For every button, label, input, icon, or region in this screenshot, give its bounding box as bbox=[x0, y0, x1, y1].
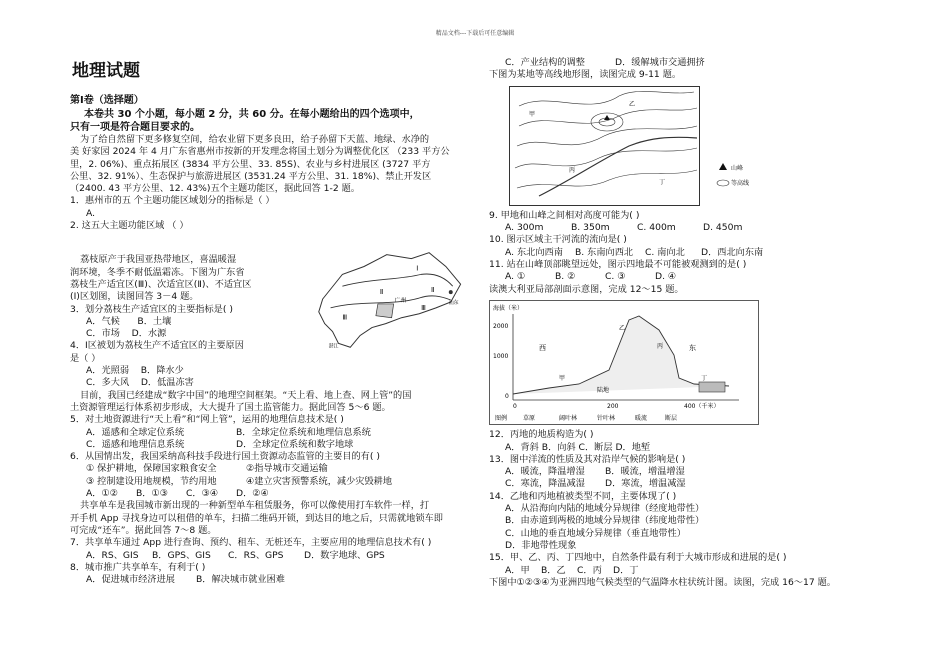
option: D．数字地球、GPS bbox=[304, 549, 385, 561]
city-label: 湛江 bbox=[328, 343, 338, 350]
question-15-options bbox=[489, 565, 889, 577]
option: A．暖流，降温增湿 bbox=[505, 466, 585, 478]
option: A. 300m bbox=[505, 222, 544, 234]
tick-label: 200 bbox=[607, 402, 619, 410]
question-5: 5．对土地资源进行“天上看”和“网上管”，运用的地理信息技术是( ) bbox=[70, 414, 344, 426]
question-4-options bbox=[70, 377, 470, 389]
question-6-statements bbox=[70, 463, 470, 475]
guangdong-litchi-map bbox=[303, 244, 470, 354]
section-heading: 第Ⅰ卷（选择题） bbox=[70, 95, 144, 106]
passage-line: 美 好家园 2024 年 4 月广东省惠州市按新的开发理念将国土划分为调整优化区 （233 平方公 bbox=[70, 146, 450, 158]
question-14: 14．乙地和丙地植被类型不同，主要体现了( ) bbox=[489, 490, 677, 502]
question-7-options bbox=[70, 550, 470, 562]
question-15: 15．甲、乙、丙、丁四地中，自然条件最有利于大城市形成和进展的是( ) bbox=[489, 552, 787, 564]
place-label: 乙 bbox=[629, 100, 636, 108]
option: A．遥感和全球定位系统 bbox=[86, 426, 185, 438]
option: D．缓解城市交通拥挤 bbox=[615, 57, 705, 68]
option: C．丙 bbox=[577, 564, 602, 576]
question-1-option: A. bbox=[86, 207, 96, 219]
question-12: 12．丙地的地质构造为( ) bbox=[489, 429, 594, 441]
question-3-options bbox=[70, 316, 297, 328]
zone-label: Ⅲ bbox=[341, 314, 347, 323]
legend-label: 图例 bbox=[495, 414, 508, 422]
passage-line: 下图中①②③④为亚洲四地气候类型的气温降水柱状统计图。读图，完成 16～17 题。 bbox=[489, 576, 836, 588]
place-label: 甲 bbox=[529, 110, 536, 118]
question-14-option: A．从沿海向内陆的地域分异规律（经度地带性） bbox=[505, 503, 705, 515]
zone-label: Ⅲ bbox=[420, 304, 426, 313]
australia-profile-diagram bbox=[489, 300, 759, 425]
passage-line: 荔枝生产适宜区(Ⅲ)、次适宜区(Ⅱ)、不适宜区 bbox=[70, 278, 252, 290]
question-3: 3．划分荔枝生产适宜区的主要指标是( ) bbox=[70, 303, 233, 315]
question-8-options bbox=[70, 574, 470, 586]
question-6-statements bbox=[70, 476, 470, 488]
question-13-options bbox=[489, 478, 889, 490]
option: C. 400m bbox=[637, 222, 676, 234]
contour-map bbox=[509, 86, 777, 206]
direction-label: 西 bbox=[539, 343, 546, 352]
legend-label: 草原 bbox=[523, 414, 536, 422]
option: B．GPS、GIS bbox=[152, 549, 211, 561]
question-13: 13．图中洋流的性质及其对沿岸气候的影响是( ) bbox=[489, 453, 686, 465]
passage-line: 荔枝原产于我国亚热带地区，喜温暖湿 bbox=[80, 254, 237, 266]
place-label: 丙 bbox=[569, 166, 576, 174]
statement: ③ 控制建设用地规模，节约用地 bbox=[86, 475, 217, 487]
passage-line: 读澳大利亚局部剖面示意图，完成 12～15 题。 bbox=[489, 283, 684, 295]
statement: ②指导城市交通运输 bbox=[246, 463, 328, 475]
question-10: 10. 图示区域主干河流的流向是( ) bbox=[489, 234, 627, 246]
legend-label: 针叶林 bbox=[597, 414, 616, 422]
instructions-line: 本卷共 30 个小题，每小题 2 分，共 60 分。在每小题给出的四个选项中， bbox=[84, 109, 420, 120]
question-14-option: B．由赤道到两极的地域分异规律（纬度地带性） bbox=[505, 515, 705, 527]
question-5-options bbox=[70, 439, 470, 451]
zone-label: Ⅱ bbox=[379, 288, 383, 297]
question-14-option: C．山地的垂直地域分异规律（垂直地带性） bbox=[505, 527, 686, 539]
tick-label: 0 bbox=[513, 402, 517, 410]
option: A．RS、GIS bbox=[86, 549, 139, 561]
tick-label: 0 bbox=[505, 392, 509, 400]
option: B．全球定位系统和地理信息系统 bbox=[236, 426, 371, 438]
statement: ④建立灾害预警系统，减少灾毁耕地 bbox=[246, 475, 393, 487]
option: D．寒流，增温减湿 bbox=[605, 478, 686, 490]
litchi-section bbox=[70, 254, 470, 365]
passage-line: 土资源管理运行体系初步形成，大大提升了国土监管能力。据此回答 5～6 题。 bbox=[70, 401, 391, 413]
passage-line: 里，2. 06%)、重点拓展区 (3834 平方公里、33. 85S)、农业与乡村进展区 (3727 平方 bbox=[70, 158, 431, 170]
place-label: 丁 bbox=[701, 374, 708, 382]
axis-label: 海拔（米） bbox=[493, 304, 524, 312]
option: A. 东北向西南 bbox=[505, 246, 563, 258]
statement: ① 保护耕地，保障国家粮食安全 bbox=[86, 463, 217, 475]
passage-line: 公里、32. 91%）、生态保护与旅游进展区 (3531.24 平方公里、31. 18%)、禁止开发区 bbox=[70, 170, 432, 182]
option: D．西北向东南 bbox=[701, 246, 764, 258]
land-label: 陆地 bbox=[597, 386, 610, 394]
place-label: 丙 bbox=[657, 342, 664, 350]
question-4: 4．Ⅰ区被划为荔枝生产不适宜区的主要原因 bbox=[70, 340, 244, 352]
place-label: 丁 bbox=[659, 178, 666, 186]
zone-label: Ⅰ bbox=[415, 264, 418, 273]
question-5-options bbox=[70, 427, 470, 439]
passage-line: 共享单车是我国城市新出现的一种新型单车租赁服务，你可以像使用打车软件一样，打 bbox=[80, 500, 430, 512]
option: A．促进城市经济进展 bbox=[86, 574, 175, 586]
tick-label: 400（千米） bbox=[684, 402, 720, 410]
passage-line: (Ⅰ)区划图，读图回答 3－4 题。 bbox=[70, 291, 199, 303]
passage-line: 下图为某地等高线地形图，读图完成 9-11 题。 bbox=[489, 69, 682, 81]
question-4-options bbox=[70, 365, 470, 377]
legend-label: 阔叶林 bbox=[559, 414, 578, 422]
option: D. 450m bbox=[703, 222, 743, 234]
question-8: 8．城市推广共享单车，有利于( ) bbox=[70, 561, 206, 573]
legend-label: 等高线 bbox=[731, 179, 750, 187]
option: B. 350m bbox=[571, 222, 610, 234]
question-2: 2. 这五大主题功能区域 （ ） bbox=[70, 220, 189, 232]
option: C．遥感和地理信息系统 bbox=[86, 438, 185, 450]
question-11-options bbox=[489, 271, 889, 283]
place-label: 甲 bbox=[559, 374, 566, 382]
option: D．丁 bbox=[613, 564, 639, 576]
page-title: 地理试题 bbox=[72, 61, 140, 81]
option: A．甲 bbox=[505, 564, 530, 576]
question-6: 6．从国情出发，我国采纳高科技手段进行国土资源动态监管的主要目的有( ) bbox=[70, 451, 380, 463]
question-13-options bbox=[489, 466, 889, 478]
option: A．气候 bbox=[86, 315, 120, 327]
option: D．全球定位系统和数字地球 bbox=[236, 438, 354, 450]
option: C．多大风 bbox=[86, 377, 130, 389]
passage-line: 开手机 App 寻找身边可以租借的单车，扫描二维码开锁，到达目的地之后，只需就地锁车即 bbox=[70, 512, 443, 524]
legend-label: 断层 bbox=[665, 414, 678, 422]
option: D．②④ bbox=[236, 488, 269, 500]
question-11: 11. 站在山峰顶部眺望远处，图示四地最不可能被观测到的是( ) bbox=[489, 259, 747, 271]
option: B．①③ bbox=[136, 488, 168, 500]
option: C. ③ bbox=[605, 271, 626, 283]
passage-line: 可完成“还车”。据此回答 7～8 题。 bbox=[70, 524, 217, 536]
city-label: 广州 bbox=[394, 298, 406, 305]
right-column bbox=[489, 57, 889, 589]
option: C．市场 bbox=[86, 328, 120, 340]
passage-line: 为了给自然留下更多修复空间，给农业留下更多良田，给子孙留下天蓝、地绿、水净的 bbox=[80, 134, 430, 145]
left-column bbox=[70, 60, 470, 586]
legend-label: 山峰 bbox=[731, 164, 744, 172]
question-10-options bbox=[489, 247, 889, 259]
question-7: 7．共享单车通过 App 进行查询、预约、租车、无桩还车，主要应用的地理信息技术有( ) bbox=[70, 537, 432, 549]
question-3-options bbox=[70, 328, 297, 340]
instructions-line: 只有一项是符合题目要求的。 bbox=[70, 122, 200, 133]
direction-label: 东 bbox=[689, 343, 696, 352]
legend-label: 暖流 bbox=[635, 414, 648, 422]
option: B. ② bbox=[555, 271, 576, 283]
option: B. 东南向西北 bbox=[575, 246, 634, 258]
question-6-choices bbox=[70, 488, 470, 500]
question-4: 是（ ） bbox=[70, 352, 101, 364]
question-9-options bbox=[489, 222, 889, 234]
option: A．光照弱 bbox=[86, 365, 130, 377]
place-label: 乙 bbox=[619, 324, 626, 332]
passage-line: 目前，我国已经建成“数字中国”的地理空间框架。“天上看、地上查、网上管”的国 bbox=[80, 389, 412, 401]
question-1: 1．惠州市的五 个主题功能区域划分的指标是（ ） bbox=[70, 195, 275, 207]
option: B．降水少 bbox=[140, 365, 184, 377]
passage-line: （2400. 43 平方公里、12. 43%)五个主题功能区，据此回答 1-2 题。 bbox=[70, 183, 360, 195]
option: C. 南向北 bbox=[645, 246, 685, 258]
tick-label: 1000 bbox=[493, 352, 509, 360]
question-14-option: D．非地带性现象 bbox=[505, 539, 577, 551]
option: C．RS、GPS bbox=[228, 549, 284, 561]
zone-label: Ⅱ bbox=[430, 286, 434, 295]
option: C．寒流，降温减湿 bbox=[505, 478, 585, 490]
question-9: 9. 甲地和山峰之间相对高度可能为( ) bbox=[489, 209, 640, 221]
passage-line: 润环境，冬季不耐低温霜冻。下图为广东省 bbox=[70, 266, 245, 278]
question-8-options bbox=[489, 57, 889, 69]
option: D. ④ bbox=[655, 271, 677, 283]
option: C．产业结构的调整 bbox=[505, 57, 585, 68]
option: B．乙 bbox=[541, 564, 566, 576]
option: A．①② bbox=[86, 488, 118, 500]
page-header: 精品文档---下载后可任意编辑 bbox=[435, 30, 515, 37]
option: D．低温冻害 bbox=[140, 377, 194, 389]
option: B．暖流，增温增湿 bbox=[605, 466, 685, 478]
option: C．③④ bbox=[186, 488, 219, 500]
tick-label: 2000 bbox=[493, 322, 509, 330]
option: B．解决城市就业困难 bbox=[196, 574, 285, 586]
option: D．水源 bbox=[131, 328, 167, 340]
question-12-options: A．背斜 B．向斜 C．断层 D．地堑 bbox=[505, 441, 651, 453]
option: A. ① bbox=[505, 271, 526, 283]
option: B．土壤 bbox=[137, 315, 172, 327]
city-label: 汕东 bbox=[448, 300, 459, 307]
